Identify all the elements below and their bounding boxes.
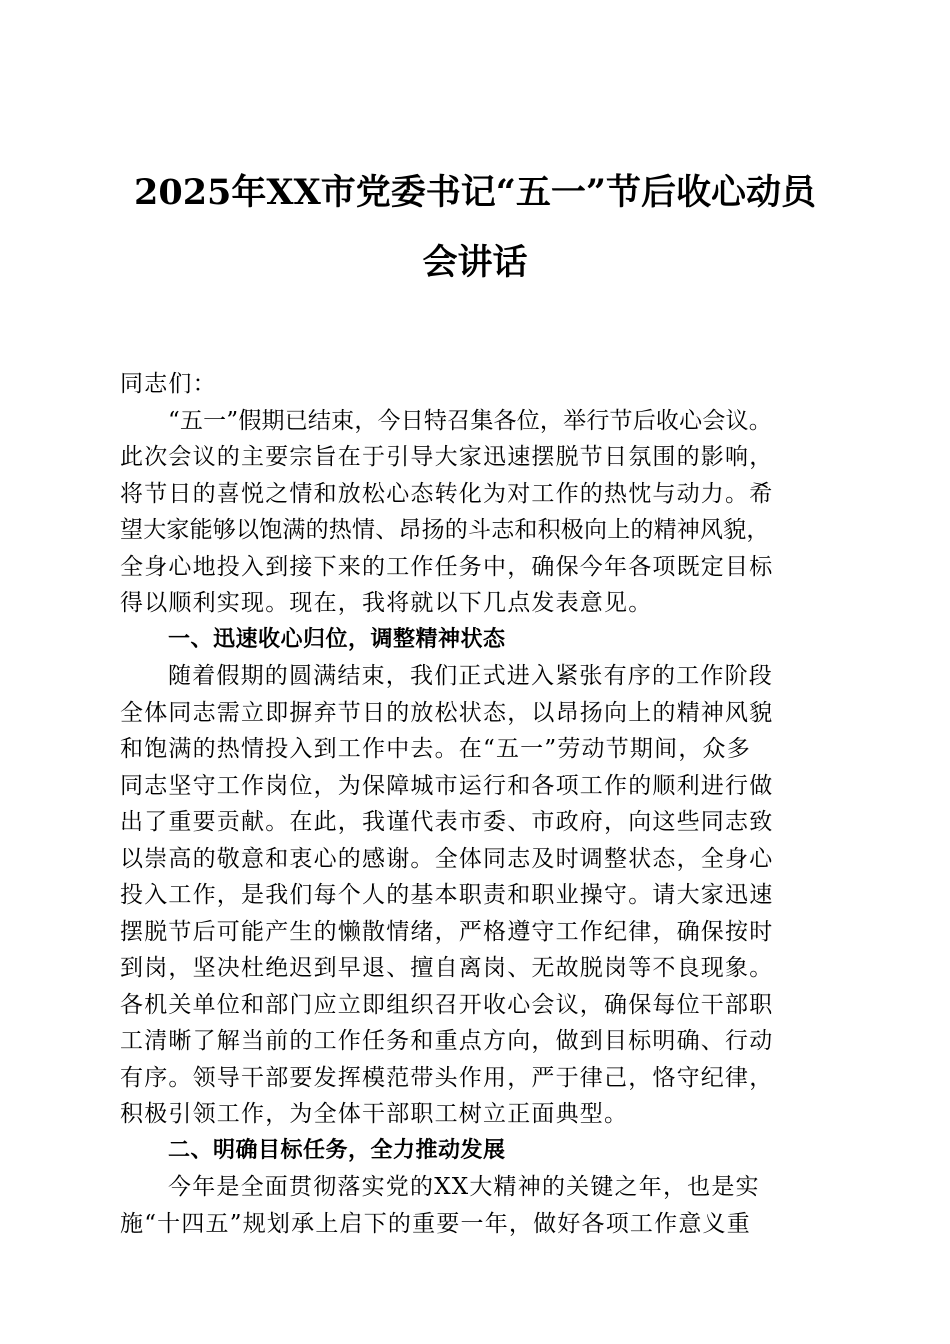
salutation: 同志们： bbox=[120, 371, 217, 397]
paragraph-line: 施“十四五”规划承上启下的重要一年，做好各项工作意义重 bbox=[120, 1210, 751, 1237]
paragraph-line: “五一”假期已结束，今日特召集各位，举行节后收心会议。 bbox=[168, 407, 772, 434]
paragraph-line: 工清晰了解当前的工作任务和重点方向，做到目标明确、行动 bbox=[120, 1028, 774, 1054]
document-title-line-2: 会讲话 bbox=[422, 242, 528, 283]
paragraph-line: 同志坚守工作岗位，为保障城市运行和各项工作的顺利进行做 bbox=[120, 772, 774, 799]
section-heading-2: 二、明确目标任务，全力推动发展 bbox=[168, 1137, 506, 1163]
document-body bbox=[120, 366, 840, 1242]
paragraph-line: 到岗，坚决杜绝迟到早退、擅自离岗、无故脱岗等不良现象。 bbox=[120, 955, 774, 981]
document-title-line-1: 2025年XX市党委书记“五一”节后收心动员 bbox=[134, 172, 816, 213]
paragraph-line: 全体同志需立即摒弃节日的放松状态，以昂扬向上的精神风貌 bbox=[120, 699, 774, 726]
paragraph-line: 各机关单位和部门应立即组织召开收心会议，确保每位干部职 bbox=[120, 991, 774, 1018]
paragraph-line: 得以顺利实现。现在，我将就以下几点发表意见。 bbox=[120, 590, 653, 616]
paragraph-line: 投入工作，是我们每个人的基本职责和职业操守。请大家迅速 bbox=[120, 882, 774, 908]
paragraph-line: 此次会议的主要宗旨在于引导大家迅速摆脱节日氛围的影响， bbox=[120, 444, 774, 470]
paragraph-line: 随着假期的圆满结束，我们正式进入紧张有序的工作阶段 bbox=[168, 663, 773, 689]
section-heading-1: 一、迅速收心归位，调整精神状态 bbox=[168, 626, 506, 652]
paragraph-line: 有序。领导干部要发挥模范带头作用，严于律己，恪守纪律， bbox=[120, 1064, 774, 1091]
paragraph-line: 和饱满的热情投入到工作中去。在“五一”劳动节期间，众多 bbox=[120, 736, 751, 762]
paragraph-line: 积极引领工作，为全体干部职工树立正面典型。 bbox=[120, 1101, 629, 1127]
paragraph-line: 全身心地投入到接下来的工作任务中，确保今年各项既定目标 bbox=[120, 553, 774, 580]
paragraph-line: 出了重要贡献。在此，我谨代表市委、市政府，向这些同志致 bbox=[120, 809, 774, 835]
paragraph-line: 将节日的喜悦之情和放松心态转化为对工作的热忱与动力。希 bbox=[120, 480, 774, 507]
paragraph-line: 今年是全面贯彻落实党的XX大精神的关键之年，也是实 bbox=[168, 1174, 760, 1200]
paragraph-line: 望大家能够以饱满的热情、昂扬的斗志和积极向上的精神风貌， bbox=[120, 517, 770, 543]
paragraph-line: 摆脱节后可能产生的懒散情绪，严格遵守工作纪律，确保按时 bbox=[120, 918, 774, 945]
paragraph-line: 以崇高的敬意和衷心的感谢。全体同志及时调整状态，全身心 bbox=[120, 845, 774, 872]
